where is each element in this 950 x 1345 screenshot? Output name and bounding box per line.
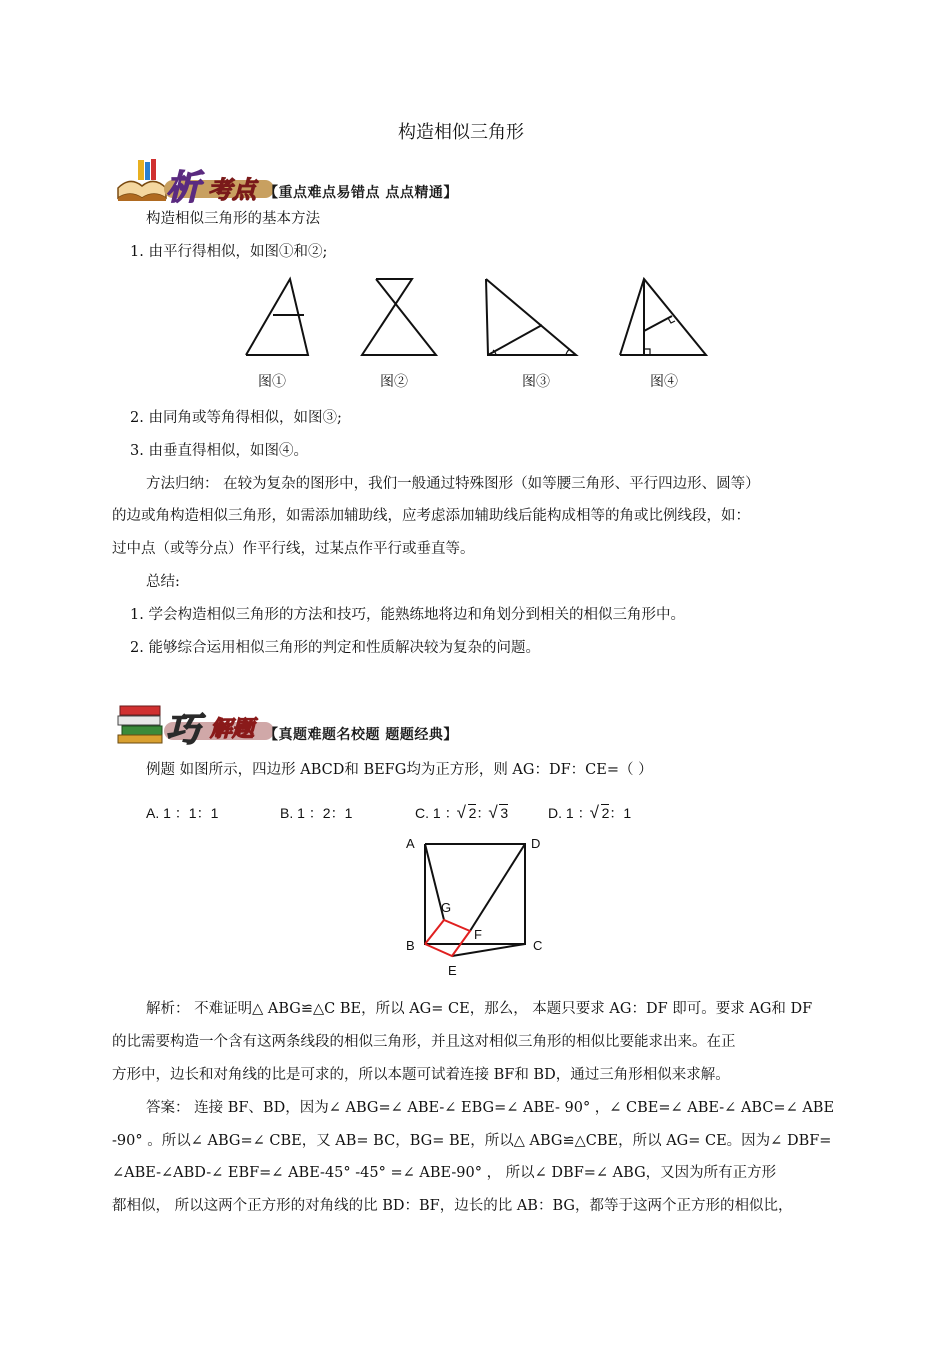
answer-line-3: ∠ABE-∠ABD-∠ EBF=∠ ABE-45° -45° =∠ ABE-90° ， 所以∠ DBF=∠ ABG，又因为所有正方形 bbox=[112, 1165, 777, 1181]
solution-banner bbox=[116, 702, 486, 750]
page-title: 构造相似三角形 bbox=[398, 122, 524, 143]
figure-caption-4: 图④ bbox=[650, 374, 678, 390]
label-B: B bbox=[406, 938, 415, 953]
label-G: G bbox=[441, 900, 452, 915]
choice-b: B. 1 ：2：1 bbox=[280, 805, 353, 821]
choice-c-sep: ： bbox=[476, 805, 491, 821]
answer-line-1: 答案： 连接 BF、BD，因为∠ ABG=∠ ABE-∠ EBG=∠ ABE- 90° ，∠ CBE=∠ ABE-∠ ABC=∠ ABE bbox=[146, 1100, 835, 1116]
answer-line-2: -90° 。所以∠ ABG=∠ CBE，又 AB= BC，BG= BE，所以△ ABG≌△CBE，所以 AG= CE。因为∠ DBF= bbox=[112, 1133, 832, 1149]
choice-d bbox=[548, 803, 631, 823]
intro-text: 构造相似三角形的基本方法 bbox=[146, 211, 320, 227]
answer-line-4: 都相似， 所以这两个正方形的对角线的比 BD：BF，边长的比 AB：BG，都等于这两个正方形的相似比， bbox=[112, 1198, 793, 1214]
banner-subtitle: 【重点难点易错点 点点精通】 bbox=[264, 185, 458, 201]
choice-a: A. 1 ：1：1 bbox=[146, 805, 219, 821]
banner-subtitle-2: 【真题难题名校题 题题经典】 bbox=[264, 727, 458, 743]
summary-line-2: 的边或角构造相似三角形，如需添加辅助线，应考虑添加辅助线后能构成相等的角或比例线段，如： bbox=[112, 508, 750, 524]
summary-line-1: 方法归纳： 在较为复杂的图形中，我们一般通过特殊图形（如等腰三角形、平行四边形、圆等） bbox=[146, 476, 760, 492]
summary-line-3: 过中点（或等分点）作平行线，过某点作平行或垂直等。 bbox=[112, 541, 475, 557]
books-stack-icon bbox=[116, 702, 168, 744]
example-question: 例题 如图所示，四边形 ABCD和 BEFG均为正方形，则 AG：DF：CE=（ ） bbox=[146, 762, 653, 778]
analysis-line-2: 的比需要构造一个含有这两条线段的相似三角形，并且这对相似三角形的相似比要能求出来。在正 bbox=[112, 1034, 736, 1050]
banner-mid-text: 考点 bbox=[208, 176, 256, 204]
choice-c-root-2: 3 bbox=[500, 805, 509, 821]
label-D: D bbox=[531, 836, 541, 851]
figures-row bbox=[240, 275, 720, 365]
analysis-line-3: 方形中，边长和对角线的比是可求的，所以本题可试着连接 BF和 BD，通过三角形相似来求解。 bbox=[112, 1067, 730, 1083]
conclusion-label: 总结: bbox=[146, 574, 180, 590]
analysis-line-1: 解析： 不难证明△ ABG≌△C BE，所以 AG= CE，那么， 本题只要求 AG：DF 即可。要求 AG和 DF bbox=[146, 1001, 813, 1017]
label-A: A bbox=[406, 836, 415, 851]
choice-d-prefix: D. 1 ： bbox=[548, 805, 592, 821]
banner-mid-text-2: 解题 bbox=[210, 717, 255, 742]
figure-2 bbox=[362, 279, 436, 355]
analysis-banner bbox=[116, 158, 486, 208]
label-E: E bbox=[448, 963, 457, 978]
banner-big-char: 析 bbox=[166, 168, 200, 208]
label-F: F bbox=[474, 927, 482, 942]
choice-d-end: ：1 bbox=[609, 805, 632, 821]
banner-big-char-2: 巧 bbox=[166, 710, 200, 750]
sqrt-2-icon bbox=[459, 805, 477, 821]
choice-d-root: 2 bbox=[601, 805, 610, 821]
book-icon bbox=[116, 158, 168, 202]
sqrt-2-icon bbox=[592, 805, 610, 821]
figure-caption-1: 图① bbox=[258, 374, 286, 390]
conclusion-item-2: 2. 能够综合运用相似三角形的判定和性质解决较为复杂的问题。 bbox=[130, 640, 540, 656]
method-2: 2. 由同角或等角得相似，如图③; bbox=[130, 410, 342, 426]
method-1: 1. 由平行得相似，如图①和②; bbox=[130, 244, 328, 260]
choice-c bbox=[415, 803, 508, 823]
figure-4 bbox=[620, 279, 706, 355]
sqrt-3-icon bbox=[490, 805, 508, 821]
method-3: 3. 由垂直得相似，如图④。 bbox=[130, 443, 308, 459]
square-diagram bbox=[400, 832, 543, 982]
figure-3 bbox=[486, 279, 576, 355]
figure-1 bbox=[246, 279, 308, 355]
conclusion-item-1: 1. 学会构造相似三角形的方法和技巧，能熟练地将边和角划分到相关的相似三角形中。 bbox=[130, 607, 685, 623]
figure-caption-3: 图③ bbox=[522, 374, 550, 390]
choice-c-root-1: 2 bbox=[468, 805, 477, 821]
choice-c-prefix: C. 1 ： bbox=[415, 805, 459, 821]
label-C: C bbox=[533, 938, 543, 953]
figure-caption-2: 图② bbox=[380, 374, 408, 390]
